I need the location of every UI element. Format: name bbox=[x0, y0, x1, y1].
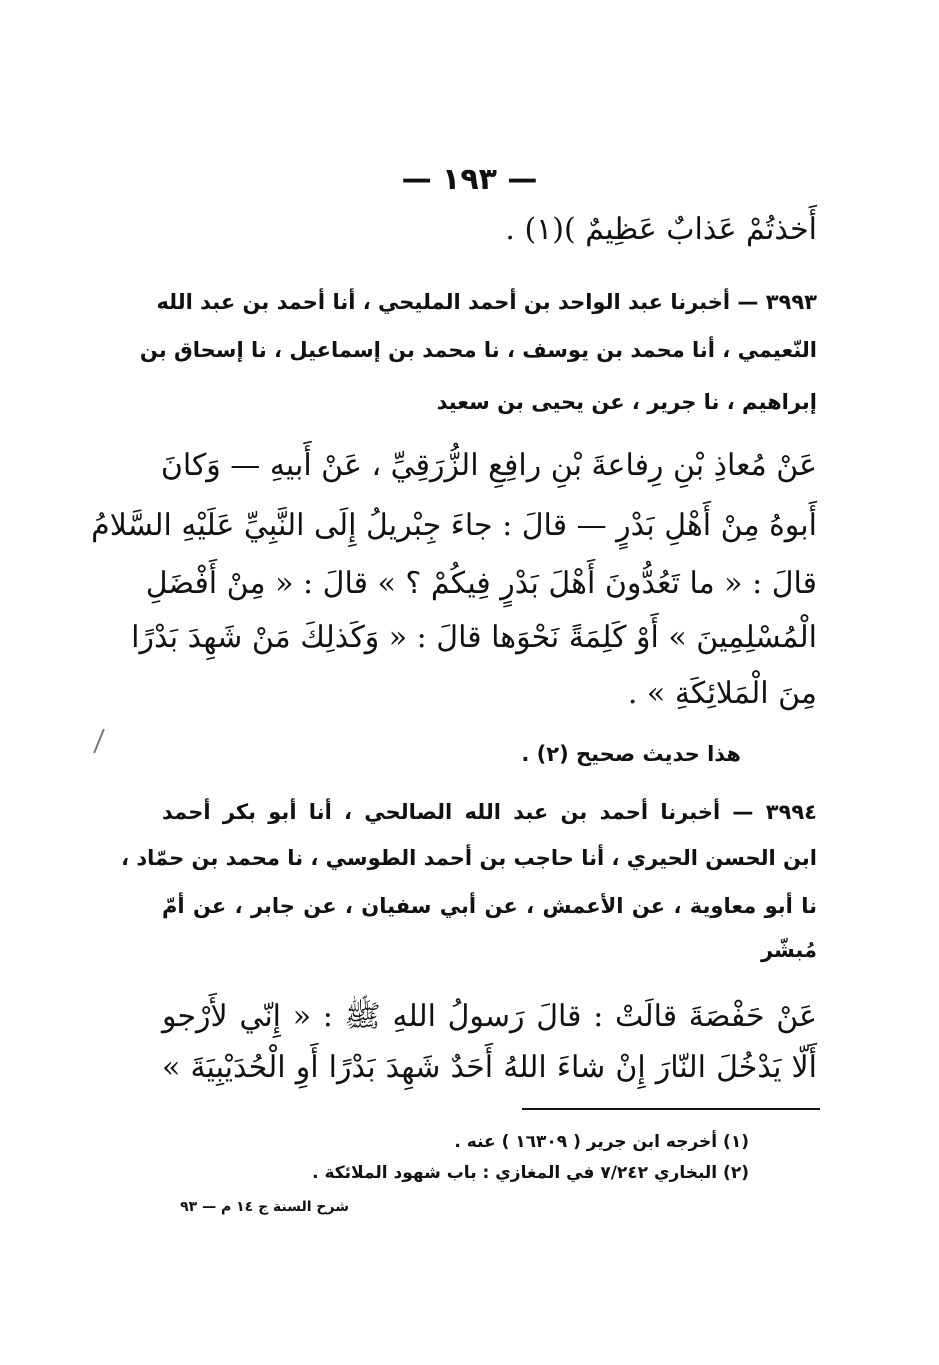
isnad-line-3994-1: ٣٩٩٤ — أخبرنا أحمد بن عبد الله الصالحي ، أنا أبو بكر أحمد bbox=[162, 800, 817, 824]
footnote-2: (٢) البخاري ٧/٢٤٢ في المغازي : باب شهود الملائكة . bbox=[312, 1163, 749, 1183]
matn-line-7: أَلّا يَدْخُلَ النّارَ إِنْ شاءَ اللهُ أَحَدٌ شَهِدَ بَدْرًا أَوِ الْحُدَيْبِيَةَ » bbox=[162, 1050, 817, 1085]
matn-line-5: مِنَ الْمَلائِكَةِ » . bbox=[627, 676, 817, 711]
matn-line-4: الْمُسْلِمِينَ » أَوْ كَلِمَةً نَحْوَها قالَ : « وَكَذلِكَ مَنْ شَهِدَ بَدْرًا bbox=[131, 620, 817, 655]
isnad-line-3994-3: نا أبو معاوية ، عن الأعمش ، عن أبي سفيان ، عن جابر ، عن أمّ bbox=[162, 894, 817, 918]
matn-line-2: أَبوهُ مِنْ أَهْلِ بَدْرٍ — قالَ : جاءَ جِبْريلُ إِلَى النَّبِيِّ عَلَيْهِ السَّلامُ bbox=[91, 508, 817, 543]
isnad-line-3993-2: النّعيمي ، أنا محمد بن يوسف ، نا محمد بن إسماعيل ، نا إسحاق بن bbox=[139, 338, 817, 362]
page-number: — ١٩٣ — bbox=[401, 162, 538, 197]
matn-line-6: عَنْ حَفْصَةَ قالَتْ : قالَ رَسولُ اللهِ ﷺ : « إِنّي لأَرْجو bbox=[162, 999, 817, 1034]
printer-signature: شرح السنة ج ١٤ م — ٩٣ bbox=[180, 1199, 349, 1215]
footnote-divider bbox=[522, 1108, 820, 1110]
text-line-quran-end: أَخذتُمْ عَذابٌ عَظِيمٌ )(١) . bbox=[505, 212, 817, 247]
isnad-line-3993-1: ٣٩٩٣ — أخبرنا عبد الواحد بن أحمد المليحي ، أنا أحمد بن عبد الله bbox=[156, 290, 817, 314]
isnad-line-3994-2: ابن الحسن الحيري ، أنا حاجب بن أحمد الطوسي ، نا محمد بن حمّاد ، bbox=[121, 846, 817, 870]
matn-line-1: عَنْ مُعاذِ بْنِ رِفاعةَ بْنِ رافِعِ الزُّرَقِيِّ ، عَنْ أَبيهِ — وَكانَ bbox=[160, 448, 817, 483]
matn-line-3: قالَ : « ما تَعُدُّونَ أَهْلَ بَدْرٍ فِيكُمْ ؟ » قالَ : « مِنْ أَفْضَلِ bbox=[145, 566, 817, 601]
margin-pencil-mark bbox=[93, 729, 105, 754]
footnote-1: (١) أخرجه ابن جرير ( ١٦٣٠٩ ) عنه . bbox=[454, 1132, 749, 1152]
isnad-line-3993-3: إبراهيم ، نا جرير ، عن يحيى بن سعيد bbox=[436, 390, 817, 414]
hadith-grade: هذا حديث صحيح (٢) . bbox=[521, 742, 741, 766]
isnad-line-3994-4: مُبشّر bbox=[760, 938, 817, 962]
